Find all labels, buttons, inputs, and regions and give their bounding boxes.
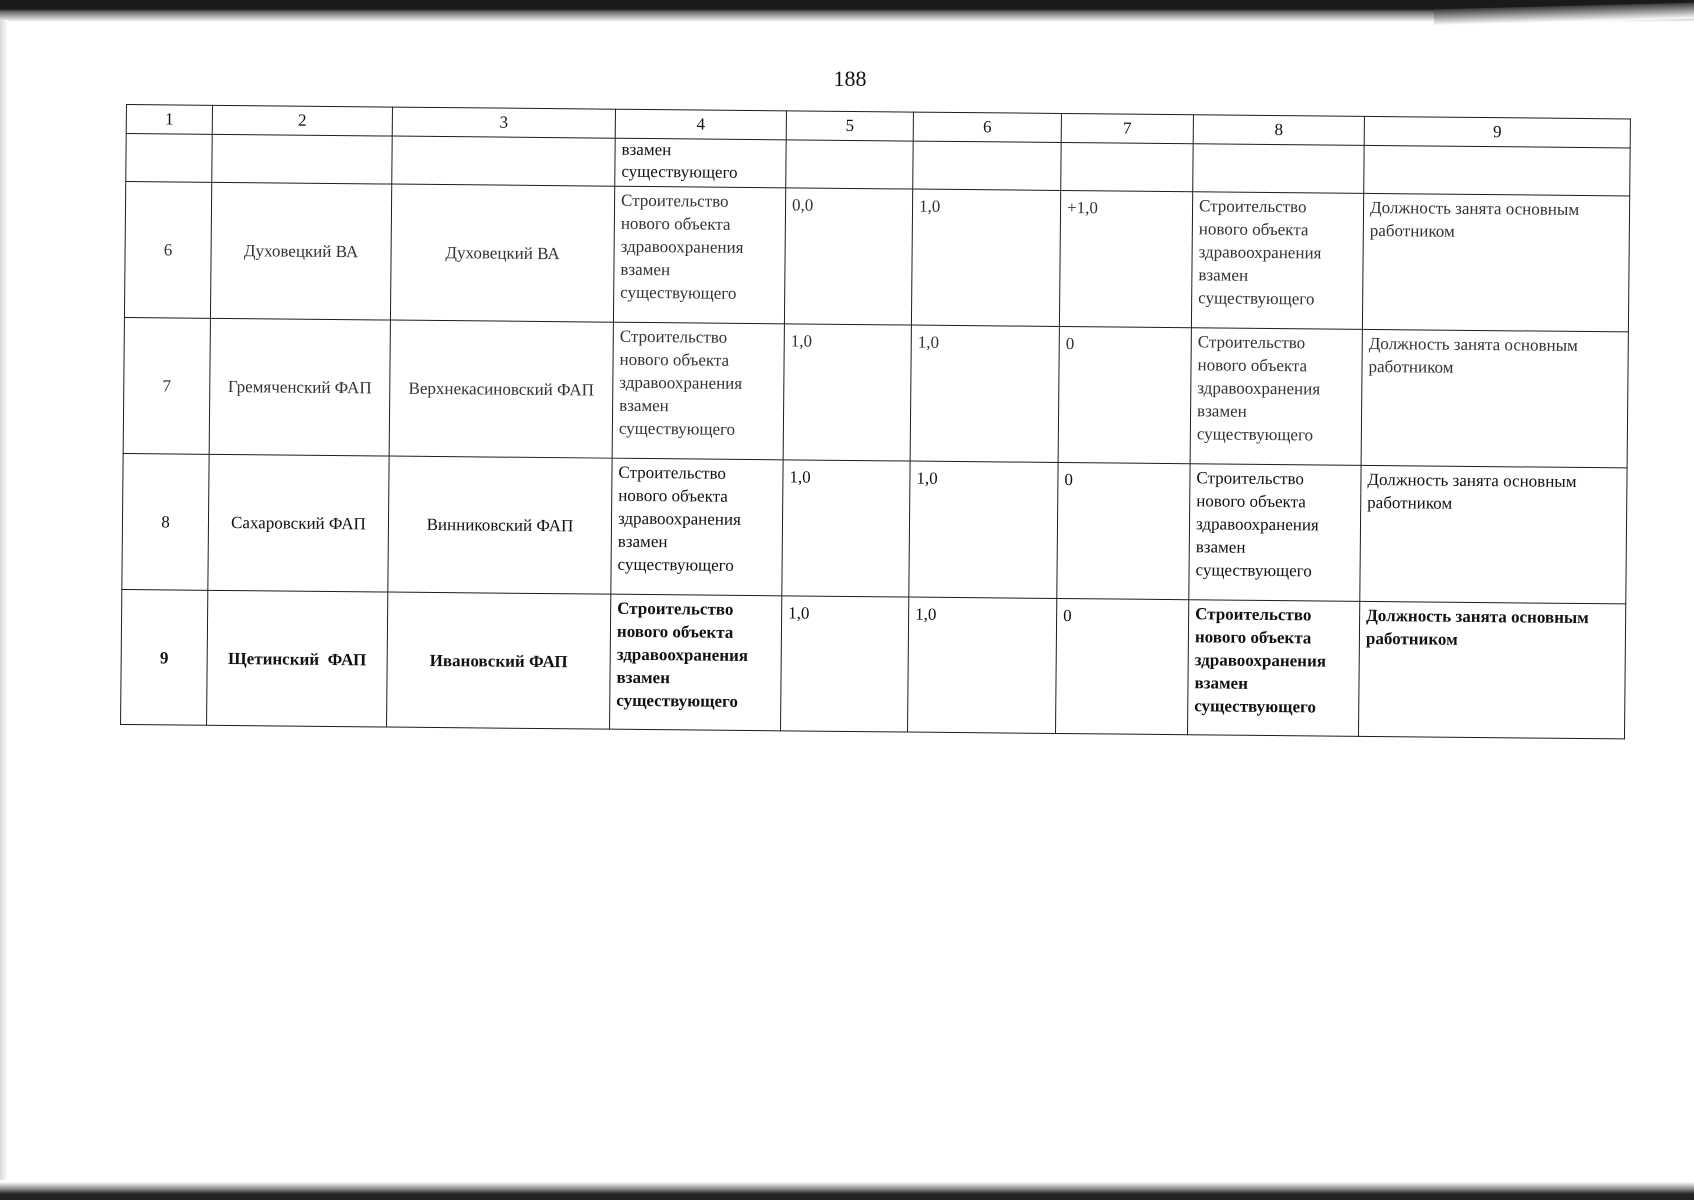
value-col-7: +1,0 bbox=[1059, 190, 1192, 327]
table-container bbox=[120, 104, 1630, 739]
cont-cell-3 bbox=[392, 136, 615, 186]
cont-cell-7 bbox=[1061, 142, 1193, 191]
value-col-7: 0 bbox=[1057, 462, 1190, 599]
value-col-5: 1,0 bbox=[783, 324, 911, 461]
result-cell: Строительство нового объекта здравоохранения взамен существующего bbox=[1187, 600, 1359, 737]
facility-to: Верхнекасиновский ФАП bbox=[389, 320, 613, 458]
value-col-7: 0 bbox=[1058, 326, 1191, 463]
header-col-4: 4 bbox=[615, 109, 786, 140]
facility-to: Духовецкий ВА bbox=[390, 184, 614, 322]
cont-cell-8 bbox=[1193, 144, 1364, 194]
facility-to: Ивановский ФАП bbox=[387, 592, 611, 729]
value-col-5: 1,0 bbox=[781, 596, 909, 732]
header-col-3: 3 bbox=[392, 107, 615, 138]
data-table bbox=[120, 104, 1631, 739]
cont-cell-6 bbox=[913, 141, 1061, 190]
action-cell: Строительство нового объекта здравоохранения взамен существующего bbox=[612, 322, 784, 460]
value-col-6: 1,0 bbox=[909, 461, 1058, 598]
note-cell: Должность занята основным работником bbox=[1360, 465, 1627, 604]
value-col-7: 0 bbox=[1056, 598, 1189, 734]
scan-edge-bottom bbox=[0, 1182, 1694, 1200]
action-cell: Строительство нового объекта здравоохранения взамен существующего bbox=[610, 594, 782, 731]
value-col-5: 0,0 bbox=[784, 188, 912, 325]
scan-edge-top bbox=[0, 0, 1694, 22]
result-cell: Строительство нового объекта здравоохранения взамен существующего bbox=[1189, 464, 1361, 602]
value-col-6: 1,0 bbox=[908, 597, 1057, 733]
cont-cell-action: взамен существующего bbox=[615, 138, 786, 188]
header-col-1: 1 bbox=[126, 105, 212, 135]
row-number: 6 bbox=[124, 182, 211, 319]
value-col-6: 1,0 bbox=[910, 325, 1059, 462]
row-number: 9 bbox=[121, 589, 208, 725]
facility-from: Щетинский ФАП bbox=[207, 590, 388, 727]
facility-from: Духовецкий ВА bbox=[210, 182, 391, 320]
cont-cell-9 bbox=[1364, 145, 1630, 196]
result-cell: Строительство нового объекта здравоохранения взамен существующего bbox=[1190, 328, 1362, 466]
value-col-6: 1,0 bbox=[911, 189, 1060, 326]
page-number: 188 bbox=[833, 66, 867, 91]
header-col-2: 2 bbox=[212, 105, 392, 136]
facility-from: Гремяченский ФАП bbox=[209, 318, 390, 456]
note-cell: Должность занята основным работником bbox=[1361, 329, 1628, 468]
table-row bbox=[122, 453, 1627, 603]
row-number: 7 bbox=[123, 317, 210, 454]
header-col-7: 7 bbox=[1061, 113, 1193, 143]
note-cell: Должность занята основным работником bbox=[1362, 193, 1629, 332]
cont-cell-1 bbox=[126, 134, 212, 183]
facility-to: Винниковский ФАП bbox=[388, 456, 612, 594]
cont-cell-2 bbox=[212, 134, 392, 184]
row-number: 8 bbox=[122, 453, 209, 590]
action-cell: Строительство нового объекта здравоохранения взамен существующего bbox=[613, 186, 785, 324]
result-cell: Строительство нового объекта здравоохранения взамен существующего bbox=[1191, 192, 1363, 330]
header-col-5: 5 bbox=[786, 111, 913, 141]
table-row bbox=[124, 182, 1629, 332]
action-cell: Строительство нового объекта здравоохранения взамен существующего bbox=[611, 458, 783, 596]
table-row bbox=[123, 317, 1628, 467]
table-row bbox=[121, 589, 1626, 738]
cont-cell-5 bbox=[786, 140, 913, 189]
value-col-5: 1,0 bbox=[782, 460, 910, 597]
scan-edge-left bbox=[0, 20, 8, 1180]
header-col-8: 8 bbox=[1193, 115, 1364, 146]
header-col-6: 6 bbox=[913, 112, 1061, 142]
header-col-9: 9 bbox=[1364, 116, 1630, 148]
facility-from: Сахаровский ФАП bbox=[208, 454, 389, 592]
note-cell: Должность занята основным работником bbox=[1358, 601, 1625, 739]
